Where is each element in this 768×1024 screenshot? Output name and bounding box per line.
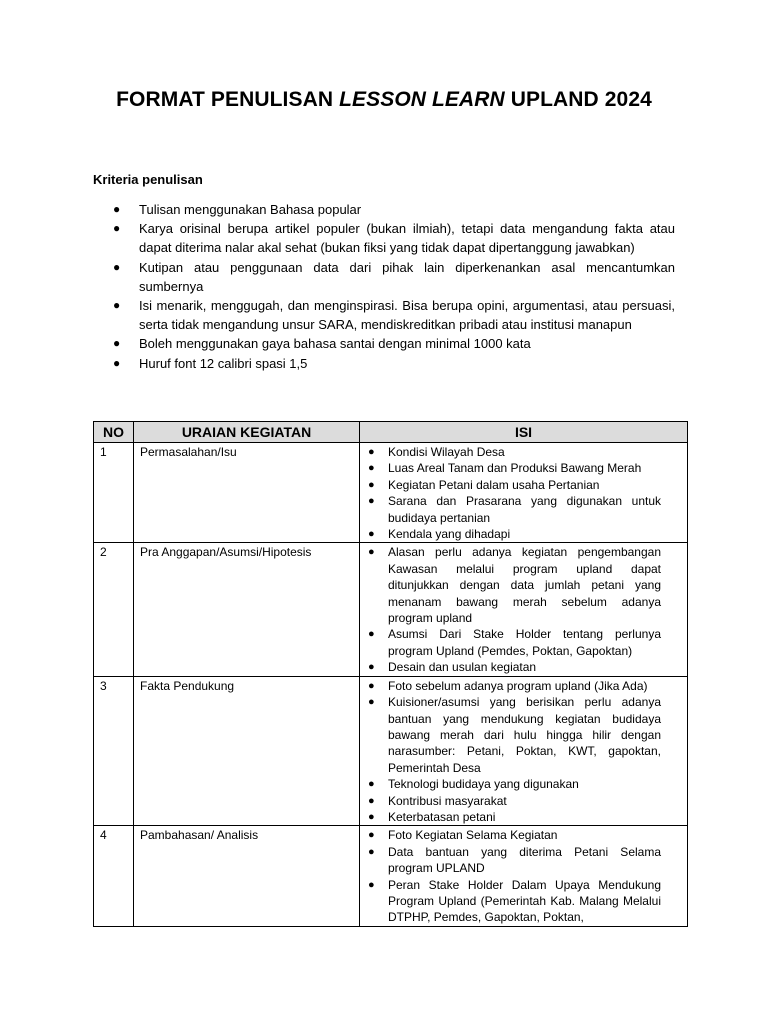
row-uraian: Pambahasan/ Analisis [134,826,360,926]
criteria-item [113,200,675,219]
bullet-icon: ● [113,298,121,313]
bullet-icon: ● [113,355,121,370]
bullet-icon: ● [113,336,121,351]
bullet-icon: ● [368,696,375,709]
isi-item-text: Keterbatasan petani [388,809,496,824]
criteria-item [113,219,675,257]
isi-item-text: Desain dan usulan kegiatan [388,660,537,675]
row-number: 1 [94,443,134,543]
criteria-item-text: Huruf font 12 calibri spasi 1,5 [139,355,308,371]
bullet-icon: ● [368,546,375,559]
isi-item-text: Kondisi Wilayah Desa [388,445,505,459]
isi-item [364,493,661,526]
bullet-icon: ● [113,221,121,236]
bullet-icon: ● [368,661,375,674]
title-part-1: FORMAT PENULISAN [116,88,340,111]
table-header-row [94,422,688,443]
isi-item-text: Kegiatan Petani dalam usaha Pertanian [388,477,600,492]
bullet-icon: ● [368,878,375,891]
bullet-icon: ● [368,446,375,458]
isi-item-text: Kendala yang dihadapi [388,527,511,542]
bullet-icon: ● [368,845,375,858]
criteria-heading: Kriteria penulisan [93,172,203,187]
isi-item-text: Kuisioner/asumsi yang berisikan perlu adanya bantuan yang mendukung kegiatan budidaya bawang merah dari hulu hingga hilir dengan narasumber: Petani, Poktan, KWT, gapoktan, Pemerintah Desa [388,695,661,775]
criteria-item [113,296,675,334]
isi-item-text: Kontribusi masyarakat [388,793,507,808]
isi-item-text: Luas Areal Tanam dan Produksi Bawang Merah [388,461,642,476]
row-number: 2 [94,543,134,676]
bullet-icon: ● [368,829,375,842]
bullet-icon: ● [368,810,375,823]
criteria-item-text: Boleh menggunakan gaya bahasa santai dengan minimal 1000 kata [139,336,531,352]
bullet-icon: ● [368,794,375,807]
bullet-icon: ● [368,528,375,541]
isi-item-text: Asumsi Dari Stake Holder tentang perlunya program Upland (Pemdes, Poktan, Gapoktan) [388,627,661,658]
title-part-italic: LESSON LEARN [339,88,505,111]
bullet-icon: ● [368,462,375,475]
isi-item [364,526,661,542]
isi-item-text: Teknologi budidaya yang digunakan [388,777,579,792]
row-isi [360,826,688,926]
isi-item-text: Foto Kegiatan Selama Kegiatan [388,828,558,843]
row-isi [360,443,688,543]
isi-item-text: Peran Stake Holder Dalam Upaya Mendukung Program Upland (Pemerintah Kab. Malang Melalui DTPHP, Pemdes, Gapoktan, Poktan, [388,877,661,925]
table-row [94,826,688,926]
isi-item [364,694,661,776]
isi-list [364,444,661,542]
isi-item-text: Foto sebelum adanya program upland (Jika Ada) [388,678,648,693]
isi-list [364,678,661,826]
row-uraian: Pra Anggapan/Asumsi/Hipotesis [134,543,360,676]
criteria-item-text: Karya orisinal berupa artikel populer (bukan ilmiah), tetapi data mengandung fakta atau dapat diterima nalar akal sehat (bukan fiksi yang tidak dapat dipertanggung jawabkan) [139,221,675,256]
table-row [94,443,688,543]
isi-item [364,844,661,877]
criteria-item [113,258,675,296]
row-number: 3 [94,676,134,826]
isi-item [364,776,661,792]
row-isi [360,543,688,676]
isi-item [364,444,661,460]
criteria-item [113,354,675,373]
isi-item [364,793,661,809]
isi-item [364,678,661,694]
table-row [94,676,688,826]
isi-item [364,659,661,675]
document-title [0,88,768,112]
isi-item [364,477,661,493]
header-isi: ISI [360,422,688,443]
row-number: 4 [94,826,134,926]
header-no: NO [94,422,134,443]
row-uraian: Permasalahan/Isu [134,443,360,543]
isi-item [364,460,661,476]
isi-item-text: Sarana dan Prasarana yang digunakan untuk budidaya pertanian [388,494,661,525]
criteria-item-text: Isi menarik, menggugah, dan menginspirasi. Bisa berupa opini, argumentasi, atau persuasi, serta tidak mengandung unsur SARA, mendiskreditkan pribadi atau institusi manapun [139,298,675,333]
isi-item-text: Data bantuan yang diterima Petani Selama program UPLAND [388,844,661,876]
isi-item [364,626,661,659]
row-isi [360,676,688,826]
bullet-icon: ● [368,495,375,508]
criteria-item-text: Kutipan atau penggunaan data dari pihak lain diperkenankan asal mencantumkan sumbernya [139,259,675,294]
bullet-icon: ● [368,778,375,791]
bullet-icon: ● [368,478,375,491]
isi-list [364,827,661,925]
activity-table [93,421,688,927]
table-row [94,543,688,676]
isi-item [364,809,661,825]
header-uraian-kegiatan: URAIAN KEGIATAN [134,422,360,443]
bullet-icon: ● [368,628,375,641]
criteria-item-text: Tulisan menggunakan Bahasa popular [139,202,362,217]
criteria-list [113,200,675,373]
criteria-item [113,334,675,353]
bullet-icon: ● [368,679,375,692]
isi-item [364,544,661,626]
row-uraian: Fakta Pendukung [134,676,360,826]
isi-item [364,827,661,843]
isi-list [364,544,661,675]
isi-item [364,877,661,926]
isi-item-text: Alasan perlu adanya kegiatan pengembangan Kawasan melalui program upland dapat ditunjukkan dengan data jumlah petani yang menanam bawang merah sebelum adanya program upland [388,545,661,626]
title-part-3: UPLAND 2024 [504,88,652,111]
bullet-icon: ● [113,259,121,274]
bullet-icon: ● [113,202,121,216]
